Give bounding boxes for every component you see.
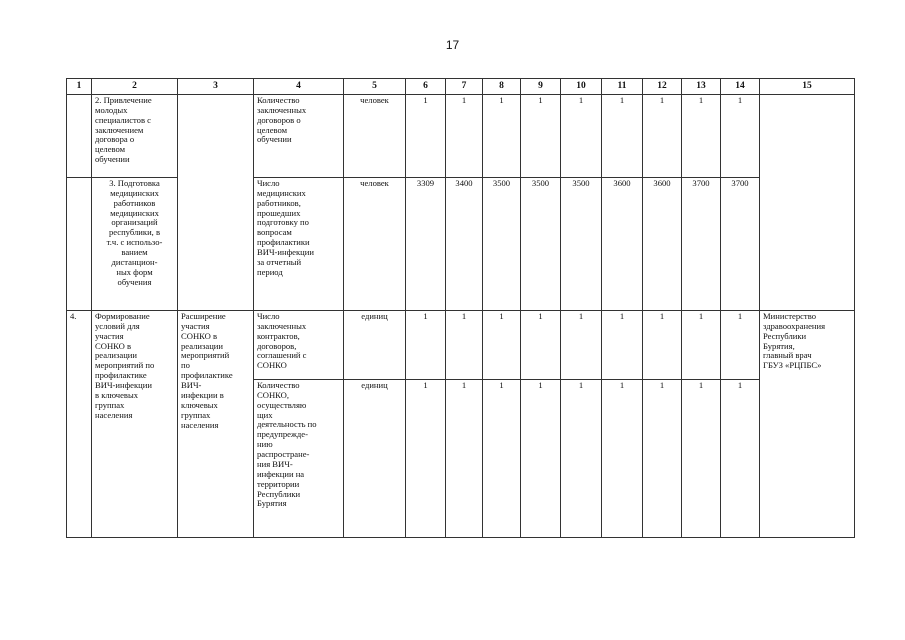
table-row: [67, 94, 855, 177]
value-cell: 3500: [483, 177, 521, 310]
activity-text: Расширение участия СОНКО в реализации мероприятий по профилактике ВИЧ- инфекции в ключевых группах населения: [181, 310, 233, 430]
column-header: 10: [561, 79, 602, 95]
column-header: 13: [682, 79, 721, 95]
value-cell: 1: [483, 379, 521, 537]
measure-cell: [92, 94, 178, 177]
unit-cell: единиц: [344, 310, 406, 379]
value-cell: 1: [446, 310, 483, 379]
table-cell-empty: [760, 94, 855, 310]
value-cell: 1: [682, 310, 721, 379]
value-cell: 3600: [602, 177, 643, 310]
column-header: 1: [67, 79, 92, 95]
indicator-text: Количество СОНКО, осуществляю щих деятельность по предупрежде- нию распростране- ния ВИЧ- инфекции на территории Республики Бурятия: [257, 379, 317, 509]
value-cell: 1: [602, 379, 643, 537]
column-header: 11: [602, 79, 643, 95]
value-cell: 1: [483, 94, 521, 177]
value-cell: 3309: [406, 177, 446, 310]
value-cell: 1: [643, 310, 682, 379]
value-cell: 1: [446, 379, 483, 537]
value-cell: 3400: [446, 177, 483, 310]
value-cell: 1: [406, 94, 446, 177]
value-cell: 3700: [721, 177, 760, 310]
page-number: 17: [445, 38, 460, 52]
column-header: 2: [92, 79, 178, 95]
column-header: 14: [721, 79, 760, 95]
indicator-text: Число заключенных контрактов, договоров, соглашений с СОНКО: [257, 310, 307, 371]
measure-text: 3. Подготовка медицинских работников медицинских организаций республики, в т.ч. с использо- ванием дистанцион- ных форм обучения: [106, 177, 163, 287]
table-cell-empty: [67, 94, 92, 177]
item-number-cell: 4.: [67, 310, 92, 537]
measure-text: Формирование условий для участия СОНКО в реализации мероприятий по профилактике ВИЧ-инфекции в ключевых группах населения: [95, 310, 155, 420]
value-cell: 1: [521, 310, 561, 379]
table-cell-empty: [67, 177, 92, 310]
value-cell: 1: [561, 310, 602, 379]
indicator-cell: [254, 94, 344, 177]
column-header: 6: [406, 79, 446, 95]
value-cell: 3700: [682, 177, 721, 310]
value-cell: 1: [682, 379, 721, 537]
indicator-cell: [254, 379, 344, 537]
value-cell: 1: [561, 94, 602, 177]
value-cell: 3600: [643, 177, 682, 310]
measures-table: [66, 78, 855, 538]
indicator-cell: [254, 177, 344, 310]
column-header: 9: [521, 79, 561, 95]
value-cell: 1: [643, 94, 682, 177]
header-row: [67, 79, 855, 95]
indicator-text: Количество заключенных договоров о целевом обучении: [257, 94, 307, 145]
value-cell: 1: [521, 379, 561, 537]
value-cell: 1: [406, 379, 446, 537]
value-cell: 1: [682, 94, 721, 177]
column-header: 8: [483, 79, 521, 95]
value-cell: 1: [446, 94, 483, 177]
column-header: 3: [178, 79, 254, 95]
indicator-text: Число медицинских работников, прошедших подготовку по вопросам профилактики ВИЧ-инфекции за отчетный период: [257, 177, 314, 277]
column-header: 12: [643, 79, 682, 95]
value-cell: 1: [643, 379, 682, 537]
unit-cell: человек: [344, 177, 406, 310]
value-cell: 3500: [521, 177, 561, 310]
value-cell: 1: [721, 310, 760, 379]
measure-cell: [92, 310, 178, 537]
value-cell: 1: [521, 94, 561, 177]
value-cell: 1: [561, 379, 602, 537]
value-cell: 1: [602, 94, 643, 177]
activity-cell: [178, 310, 254, 537]
value-cell: 1: [602, 310, 643, 379]
responsible-cell: [760, 310, 855, 537]
measure-text: 2. Привлечение молодых специалистов с заключением договора о целевом обучении: [95, 94, 152, 165]
column-header: 15: [760, 79, 855, 95]
unit-cell: единиц: [344, 379, 406, 537]
column-header: 7: [446, 79, 483, 95]
value-cell: 1: [483, 310, 521, 379]
table-cell-empty: [178, 94, 254, 310]
measure-cell: [92, 177, 178, 310]
column-header: 4: [254, 79, 344, 95]
column-header: 5: [344, 79, 406, 95]
value-cell: 1: [721, 94, 760, 177]
table-row: [67, 310, 855, 379]
value-cell: 1: [406, 310, 446, 379]
unit-cell: человек: [344, 94, 406, 177]
responsible-text: Министерство здравоохранения Республики Бурятия, главный врач ГБУЗ «РЦПБС»: [763, 310, 826, 371]
value-cell: 1: [721, 379, 760, 537]
indicator-cell: [254, 310, 344, 379]
value-cell: 3500: [561, 177, 602, 310]
